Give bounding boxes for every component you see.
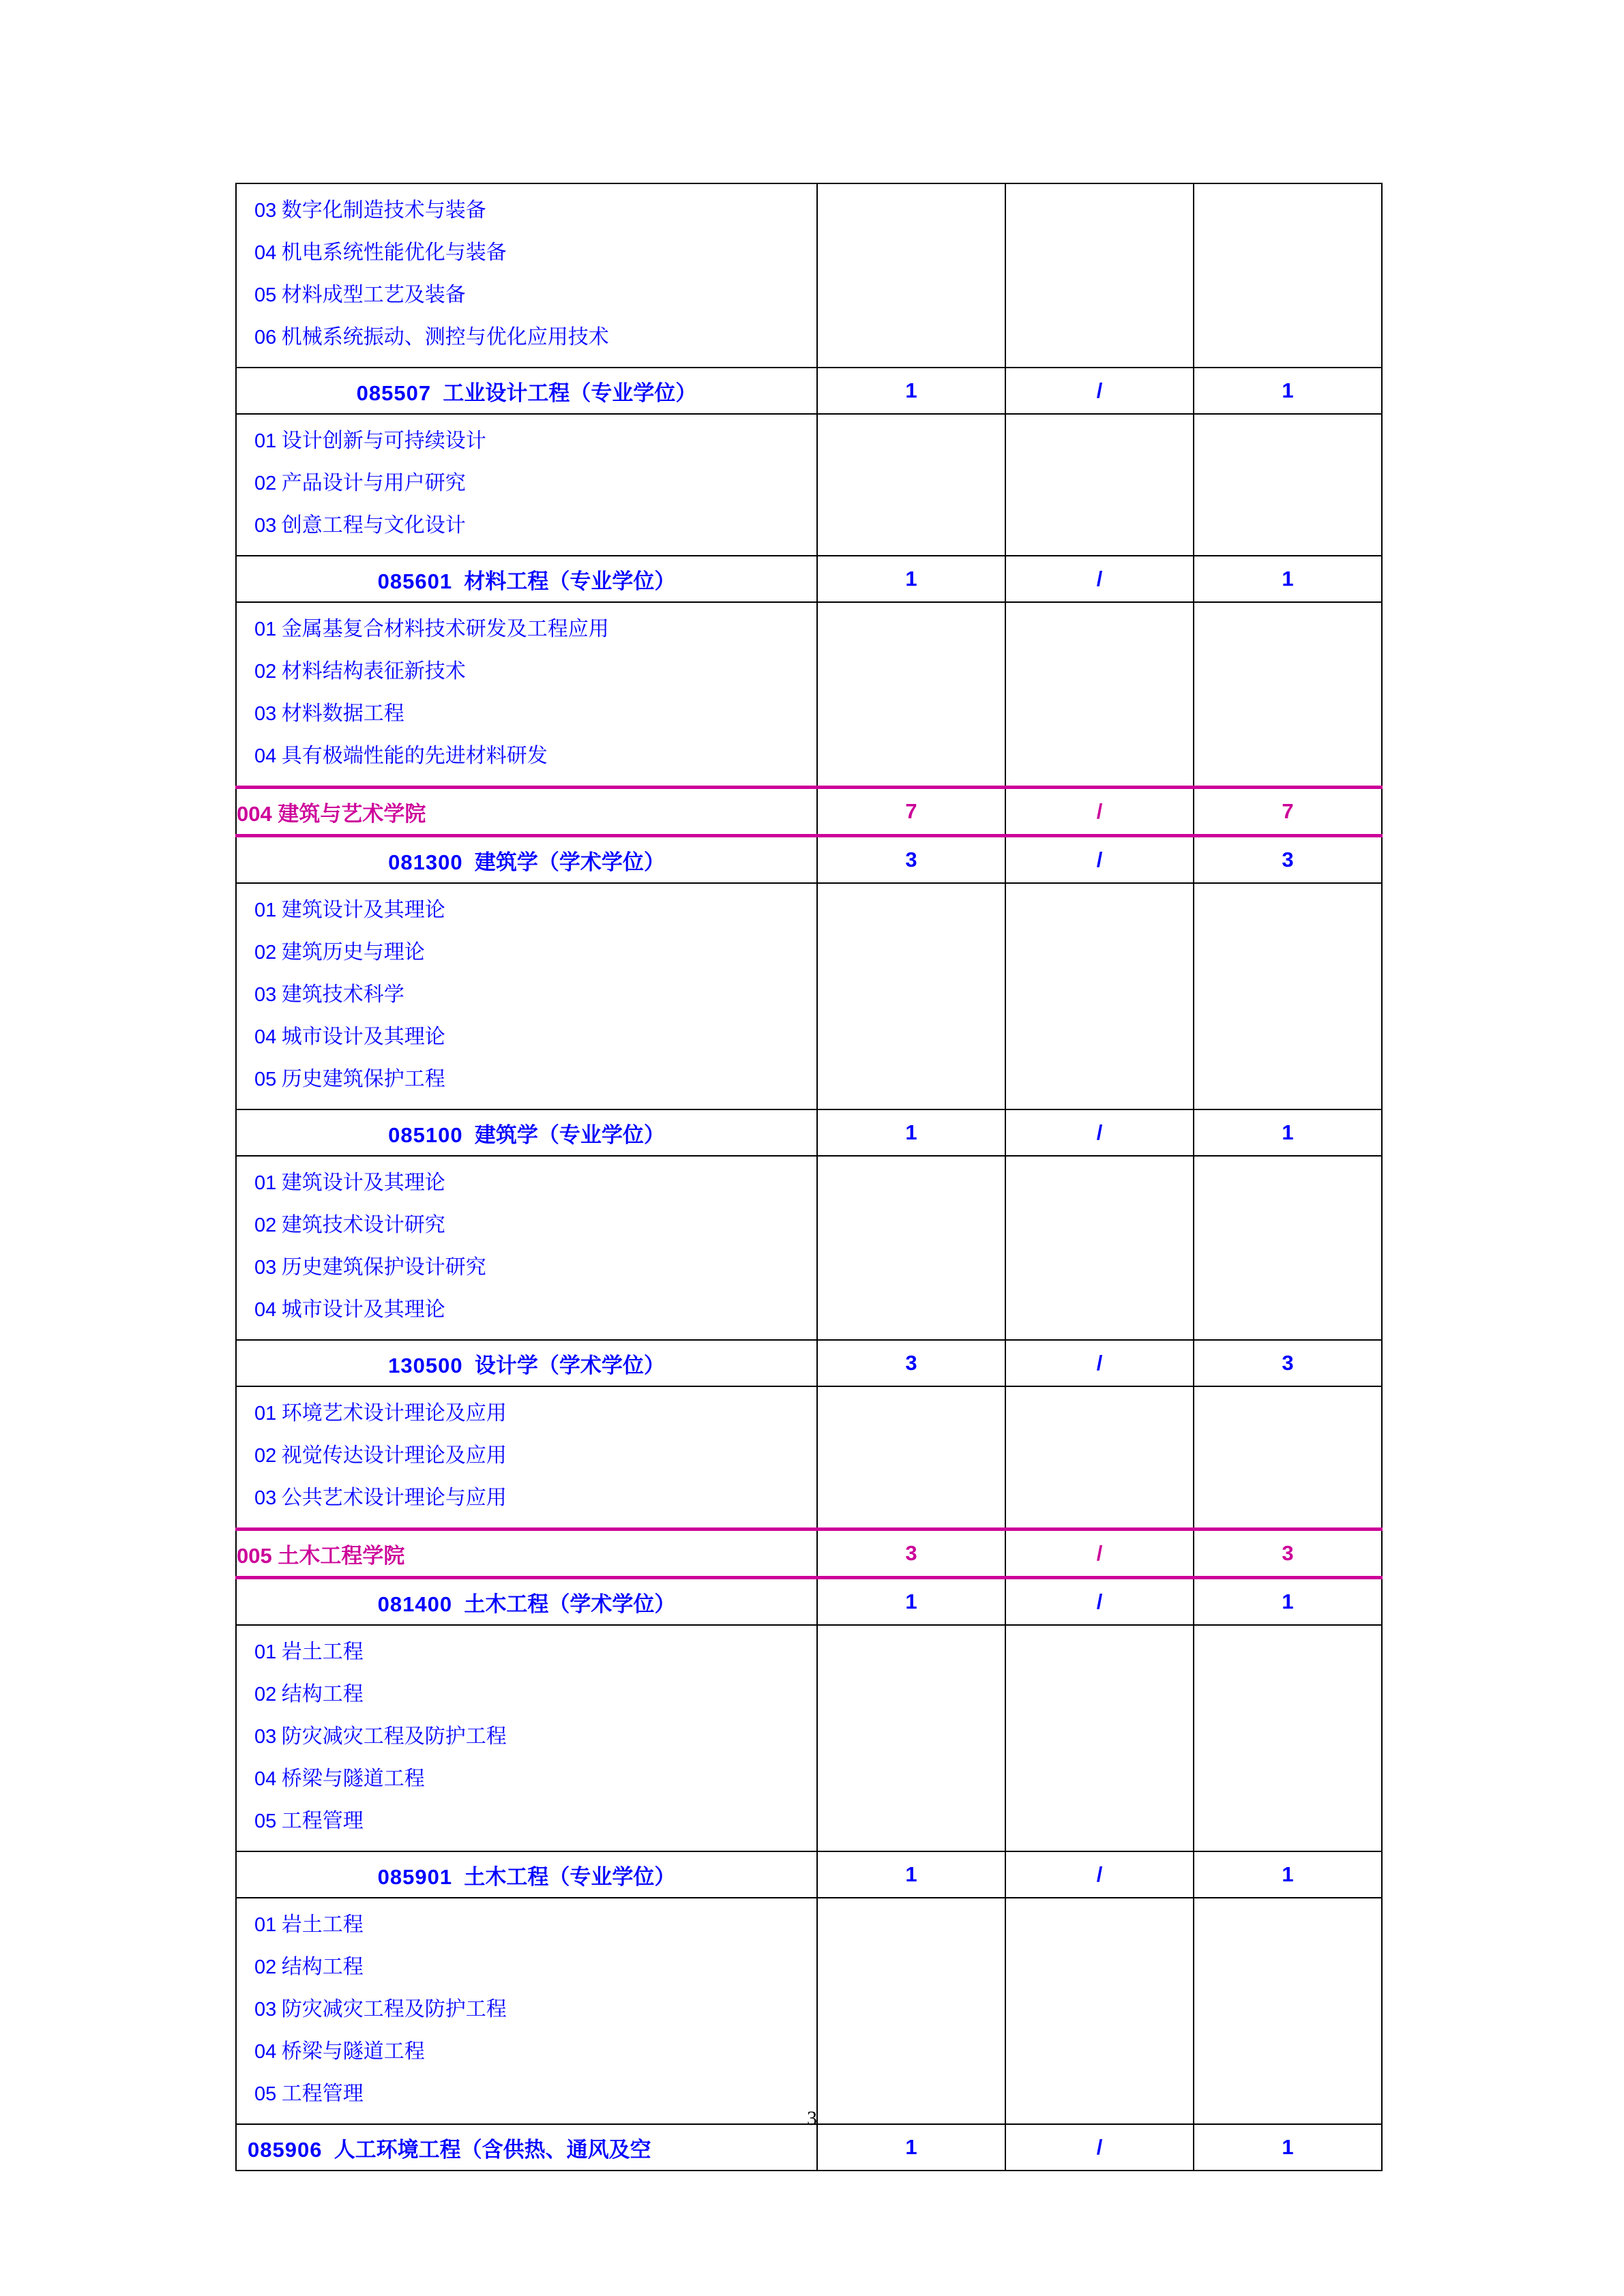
direction-text: 城市设计及其理论 bbox=[281, 1298, 445, 1321]
cell-2: 3 bbox=[817, 1530, 1005, 1578]
direction-item bbox=[254, 1716, 816, 1758]
direction-text: 建筑历史与理论 bbox=[281, 941, 425, 964]
major-name: 建筑学（学术学位） bbox=[474, 850, 665, 874]
cell-2: 1 bbox=[817, 1578, 1005, 1626]
direction-item bbox=[254, 651, 816, 693]
major-085906 bbox=[236, 2124, 817, 2171]
direction-text: 历史建筑保护设计研究 bbox=[281, 1256, 486, 1279]
direction-item bbox=[254, 505, 816, 547]
directions-group-081300 bbox=[236, 883, 817, 1109]
direction-text: 建筑设计及其理论 bbox=[281, 899, 445, 921]
direction-number: 02 bbox=[254, 473, 277, 494]
major-085100 bbox=[236, 1109, 817, 1156]
major-title bbox=[388, 1123, 665, 1147]
direction-number: 02 bbox=[254, 1214, 277, 1236]
directions-list bbox=[237, 1157, 816, 1339]
major-name: 设计学（学术学位） bbox=[474, 1353, 665, 1377]
major-code: 085906 bbox=[248, 2137, 323, 2162]
major-title bbox=[378, 569, 676, 593]
cell-2: 3 bbox=[817, 1340, 1005, 1386]
directions-group-130500 bbox=[236, 1386, 817, 1530]
direction-number: 03 bbox=[254, 1257, 277, 1279]
direction-text: 公共艺术设计理论与应用 bbox=[281, 1487, 507, 1509]
direction-item bbox=[254, 1946, 816, 1988]
direction-text: 数字化制造技术与装备 bbox=[281, 199, 486, 222]
admissions-table bbox=[235, 183, 1383, 2171]
direction-item bbox=[254, 190, 816, 232]
direction-number: 04 bbox=[254, 1026, 277, 1048]
direction-text: 历史建筑保护工程 bbox=[281, 1068, 445, 1090]
college-title: 005 土木工程学院 bbox=[237, 1543, 405, 1568]
cell-2: 1 bbox=[817, 2124, 1005, 2171]
cell-3 bbox=[1005, 1386, 1194, 1530]
direction-item bbox=[254, 462, 816, 505]
research-directions-row bbox=[236, 1625, 1382, 1851]
major-row bbox=[236, 1109, 1382, 1156]
direction-text: 防灾减灾工程及防护工程 bbox=[281, 1998, 507, 2021]
cell-3 bbox=[1005, 414, 1194, 556]
direction-item bbox=[254, 316, 816, 359]
cell-2 bbox=[817, 183, 1005, 368]
major-row bbox=[236, 1340, 1382, 1386]
direction-text: 金属基复合材料技术研发及工程应用 bbox=[281, 618, 609, 640]
direction-number: 02 bbox=[254, 1445, 277, 1467]
major-130500 bbox=[236, 1340, 817, 1386]
direction-item bbox=[254, 1247, 816, 1289]
cell-3: / bbox=[1005, 1340, 1194, 1386]
direction-text: 城市设计及其理论 bbox=[281, 1026, 445, 1048]
direction-number: 03 bbox=[254, 200, 277, 222]
cell-3: / bbox=[1005, 788, 1194, 836]
direction-number: 05 bbox=[254, 1810, 277, 1832]
major-name: 人工环境工程（含供热、通风及空 bbox=[334, 2137, 651, 2162]
direction-number: 03 bbox=[254, 703, 277, 725]
direction-text: 机械系统振动、测控与优化应用技术 bbox=[281, 326, 609, 348]
direction-item bbox=[254, 1988, 816, 2031]
cell-4 bbox=[1194, 1386, 1382, 1530]
cell-2: 7 bbox=[817, 788, 1005, 836]
direction-number: 04 bbox=[254, 745, 277, 767]
direction-number: 01 bbox=[254, 1172, 277, 1194]
direction-text: 桥梁与隧道工程 bbox=[281, 2040, 425, 2063]
cell-4: 1 bbox=[1194, 1851, 1382, 1898]
direction-number: 05 bbox=[254, 1069, 277, 1090]
direction-item bbox=[254, 274, 816, 316]
major-081300 bbox=[236, 836, 817, 884]
major-row bbox=[236, 2124, 1382, 2171]
cell-4: 3 bbox=[1194, 1340, 1382, 1386]
college-title: 004 建筑与艺术学院 bbox=[237, 801, 426, 826]
direction-item bbox=[254, 931, 816, 974]
direction-number: 02 bbox=[254, 661, 277, 683]
direction-number: 02 bbox=[254, 1684, 277, 1705]
direction-number: 05 bbox=[254, 2083, 277, 2105]
direction-number: 03 bbox=[254, 515, 277, 537]
cell-4: 1 bbox=[1194, 2124, 1382, 2171]
direction-text: 设计创新与可持续设计 bbox=[281, 430, 486, 452]
direction-item bbox=[254, 1631, 816, 1673]
college-004 bbox=[236, 788, 817, 836]
direction-item bbox=[254, 1058, 816, 1101]
directions-list bbox=[237, 1898, 816, 2123]
directions-list bbox=[237, 1387, 816, 1527]
direction-text: 桥梁与隧道工程 bbox=[281, 1768, 425, 1790]
direction-number: 04 bbox=[254, 1299, 277, 1321]
directions-list bbox=[237, 884, 816, 1109]
cell-2 bbox=[817, 414, 1005, 556]
direction-text: 产品设计与用户研究 bbox=[281, 472, 466, 494]
major-row bbox=[236, 836, 1382, 884]
cell-3: / bbox=[1005, 1109, 1194, 1156]
major-row bbox=[236, 1578, 1382, 1626]
directions-list bbox=[237, 603, 816, 786]
direction-item bbox=[254, 1204, 816, 1247]
direction-number: 02 bbox=[254, 1956, 277, 1978]
direction-text: 材料结构表征新技术 bbox=[281, 660, 466, 683]
cell-4 bbox=[1194, 602, 1382, 788]
research-directions-row bbox=[236, 1386, 1382, 1530]
directions-group-085901 bbox=[236, 1898, 817, 2124]
direction-number: 03 bbox=[254, 1999, 277, 2021]
major-code: 085507 bbox=[356, 381, 432, 405]
direction-item bbox=[254, 420, 816, 462]
major-name: 建筑学（专业学位） bbox=[474, 1122, 665, 1147]
cell-3: / bbox=[1005, 1851, 1194, 1898]
major-085601 bbox=[236, 556, 817, 602]
direction-number: 05 bbox=[254, 284, 277, 306]
cell-3 bbox=[1005, 1156, 1194, 1340]
directions-group-085601 bbox=[236, 602, 817, 788]
direction-item bbox=[254, 735, 816, 777]
direction-text: 工程管理 bbox=[281, 2083, 364, 2105]
cell-3: / bbox=[1005, 556, 1194, 602]
major-title bbox=[388, 1354, 665, 1377]
cell-4 bbox=[1194, 183, 1382, 368]
cell-2: 1 bbox=[817, 1109, 1005, 1156]
research-directions-row bbox=[236, 183, 1382, 368]
major-081400 bbox=[236, 1578, 817, 1626]
direction-text: 岩土工程 bbox=[281, 1913, 364, 1936]
direction-item bbox=[254, 693, 816, 735]
research-directions-row bbox=[236, 1898, 1382, 2124]
research-directions-row bbox=[236, 883, 1382, 1109]
direction-item bbox=[254, 889, 816, 931]
cell-2 bbox=[817, 1898, 1005, 2124]
major-code: 130500 bbox=[388, 1353, 463, 1377]
major-title bbox=[378, 1592, 676, 1616]
direction-number: 03 bbox=[254, 984, 277, 1006]
research-directions-row bbox=[236, 414, 1382, 556]
direction-number: 03 bbox=[254, 1487, 277, 1509]
direction-number: 02 bbox=[254, 942, 277, 964]
major-085507 bbox=[236, 368, 817, 414]
direction-item bbox=[254, 1477, 816, 1519]
major-row bbox=[236, 368, 1382, 414]
direction-item bbox=[254, 608, 816, 651]
cell-2: 3 bbox=[817, 836, 1005, 884]
cell-3 bbox=[1005, 602, 1194, 788]
page-number: 3 bbox=[807, 2107, 817, 2130]
directions-list bbox=[237, 1626, 816, 1851]
cell-4 bbox=[1194, 1156, 1382, 1340]
direction-item bbox=[254, 1289, 816, 1331]
direction-text: 防灾减灾工程及防护工程 bbox=[281, 1725, 507, 1748]
cell-2: 1 bbox=[817, 368, 1005, 414]
major-name: 土木工程（学术学位） bbox=[464, 1592, 676, 1616]
direction-item bbox=[254, 1435, 816, 1477]
research-directions-row bbox=[236, 602, 1382, 788]
direction-item bbox=[254, 974, 816, 1016]
cell-4 bbox=[1194, 414, 1382, 556]
direction-item bbox=[254, 1016, 816, 1058]
direction-number: 01 bbox=[254, 430, 277, 452]
direction-text: 建筑技术设计研究 bbox=[281, 1214, 445, 1236]
direction-text: 岩土工程 bbox=[281, 1641, 364, 1663]
cell-3: / bbox=[1005, 2124, 1194, 2171]
cell-3: / bbox=[1005, 1530, 1194, 1578]
major-code: 081300 bbox=[388, 850, 463, 874]
cell-4: 3 bbox=[1194, 1530, 1382, 1578]
direction-number: 04 bbox=[254, 2041, 277, 2063]
major-085901 bbox=[236, 1851, 817, 1898]
direction-text: 环境艺术设计理论及应用 bbox=[281, 1402, 507, 1425]
cell-2: 1 bbox=[817, 1851, 1005, 1898]
direction-number: 01 bbox=[254, 1403, 277, 1425]
direction-item bbox=[254, 2031, 816, 2073]
cell-3: / bbox=[1005, 1578, 1194, 1626]
cell-4: 1 bbox=[1194, 1578, 1382, 1626]
direction-item bbox=[254, 1673, 816, 1716]
cell-4: 1 bbox=[1194, 1109, 1382, 1156]
cell-4 bbox=[1194, 883, 1382, 1109]
cell-3 bbox=[1005, 1898, 1194, 2124]
cell-2 bbox=[817, 1625, 1005, 1851]
direction-number: 01 bbox=[254, 899, 277, 921]
direction-number: 04 bbox=[254, 242, 277, 264]
cell-2 bbox=[817, 1156, 1005, 1340]
direction-item bbox=[254, 1162, 816, 1204]
direction-number: 01 bbox=[254, 1914, 277, 1936]
direction-text: 材料数据工程 bbox=[281, 702, 404, 725]
major-title bbox=[378, 1865, 676, 1889]
direction-text: 材料成型工艺及装备 bbox=[281, 284, 466, 306]
cell-3 bbox=[1005, 183, 1194, 368]
direction-text: 结构工程 bbox=[281, 1956, 364, 1978]
college-005 bbox=[236, 1530, 817, 1578]
major-name: 工业设计工程（专业学位） bbox=[443, 381, 697, 405]
direction-item bbox=[254, 1392, 816, 1435]
direction-number: 04 bbox=[254, 1768, 277, 1790]
direction-text: 工程管理 bbox=[281, 1810, 364, 1832]
cell-3: / bbox=[1005, 836, 1194, 884]
major-name: 材料工程（专业学位） bbox=[464, 569, 676, 593]
direction-item bbox=[254, 1758, 816, 1800]
directions-group-085507 bbox=[236, 414, 817, 556]
cell-4: 1 bbox=[1194, 556, 1382, 602]
direction-text: 机电系统性能优化与装备 bbox=[281, 241, 507, 264]
major-code: 085601 bbox=[377, 569, 453, 593]
college-row bbox=[236, 1530, 1382, 1578]
major-title bbox=[248, 2138, 651, 2162]
direction-item bbox=[254, 232, 816, 274]
cell-4: 1 bbox=[1194, 368, 1382, 414]
directions-list bbox=[237, 415, 816, 555]
directions-group-1 bbox=[236, 183, 817, 368]
direction-text: 创意工程与文化设计 bbox=[281, 514, 466, 537]
cell-4 bbox=[1194, 1898, 1382, 2124]
major-code: 085901 bbox=[377, 1864, 453, 1889]
direction-number: 01 bbox=[254, 618, 277, 640]
major-row bbox=[236, 556, 1382, 602]
direction-number: 06 bbox=[254, 327, 277, 348]
major-title bbox=[388, 850, 665, 874]
direction-text: 建筑设计及其理论 bbox=[281, 1172, 445, 1194]
cell-2 bbox=[817, 602, 1005, 788]
cell-3: / bbox=[1005, 368, 1194, 414]
direction-text: 具有极端性能的先进材料研发 bbox=[281, 745, 548, 767]
major-title bbox=[357, 381, 697, 405]
major-name: 土木工程（专业学位） bbox=[464, 1864, 676, 1889]
direction-text: 建筑技术科学 bbox=[281, 983, 404, 1006]
directions-group-085100 bbox=[236, 1156, 817, 1340]
directions-group-081400 bbox=[236, 1625, 817, 1851]
major-code: 081400 bbox=[377, 1592, 453, 1616]
direction-number: 01 bbox=[254, 1641, 277, 1663]
cell-4 bbox=[1194, 1625, 1382, 1851]
cell-4: 7 bbox=[1194, 788, 1382, 836]
cell-3 bbox=[1005, 1625, 1194, 1851]
cell-2 bbox=[817, 883, 1005, 1109]
major-code: 085100 bbox=[388, 1122, 463, 1147]
direction-item bbox=[254, 1800, 816, 1843]
direction-text: 视觉传达设计理论及应用 bbox=[281, 1444, 507, 1467]
cell-3 bbox=[1005, 883, 1194, 1109]
direction-item bbox=[254, 1904, 816, 1946]
direction-text: 结构工程 bbox=[281, 1683, 364, 1705]
direction-number: 03 bbox=[254, 1726, 277, 1748]
college-row bbox=[236, 788, 1382, 836]
directions-list bbox=[237, 184, 816, 367]
cell-4: 3 bbox=[1194, 836, 1382, 884]
major-row bbox=[236, 1851, 1382, 1898]
research-directions-row bbox=[236, 1156, 1382, 1340]
cell-2 bbox=[817, 1386, 1005, 1530]
cell-2: 1 bbox=[817, 556, 1005, 602]
